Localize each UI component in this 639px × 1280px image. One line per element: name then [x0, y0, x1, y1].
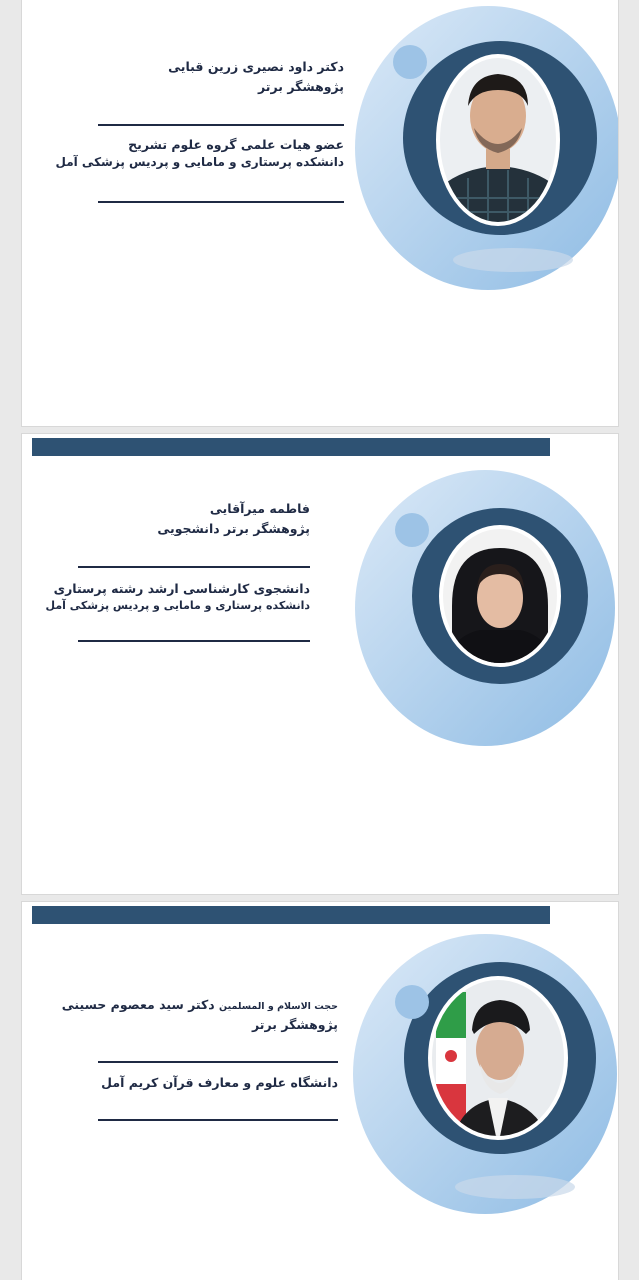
- profile-role: پژوهشگر برتر دانشجویی: [157, 521, 310, 537]
- header-bar: [32, 438, 550, 456]
- profile-name: دکتر سید معصوم حسینی: [61, 997, 215, 1012]
- profile-affiliation-3: [38, 1074, 338, 1092]
- shadow-ellipse: [455, 1175, 575, 1199]
- profile-card-1: [22, 0, 618, 426]
- name-prefix: حجت الاسلام و المسلمین: [219, 1001, 338, 1012]
- profile-name: فاطمه میرآقایی: [209, 501, 310, 516]
- portrait-frame-3: [340, 932, 618, 1232]
- divider-line: [78, 566, 310, 568]
- divider-line: [78, 640, 310, 642]
- affiliation-line-2: دانشکده پرستاری و مامایی و پردیس پزشکی آمل: [55, 155, 344, 170]
- affiliation-line-1: دانشجوی کارشناسی ارشد رشته پرستاری: [53, 581, 310, 596]
- profile-text-1: [44, 58, 344, 96]
- divider-line: [98, 201, 344, 203]
- profile-role: پژوهشگر برتر: [258, 79, 344, 95]
- small-circle-decoration: [393, 45, 427, 79]
- profile-text-2: [50, 500, 310, 538]
- divider-line: [98, 1119, 338, 1121]
- affiliation-line-2: دانشکده پرستاری و مامایی و پردیس پزشکی آمل: [45, 599, 310, 613]
- profile-text-3: [38, 996, 338, 1034]
- profile-card-3: [22, 902, 618, 1280]
- divider-line: [98, 124, 344, 126]
- small-circle-decoration: [395, 985, 429, 1019]
- profile-affiliation-1: [24, 136, 344, 172]
- profile-affiliation-2: [30, 580, 310, 614]
- profile-name: دکتر داود نصیری زرین قبایی: [168, 59, 344, 74]
- affiliation-line-1: عضو هیات علمی گروه علوم تشریح: [128, 137, 344, 152]
- profile-card-2: [22, 434, 618, 894]
- shadow-ellipse: [453, 248, 573, 272]
- affiliation-line-1: دانشگاه علوم و معارف قرآن کریم آمل: [101, 1075, 338, 1090]
- small-circle-decoration: [395, 513, 429, 547]
- profile-name-line: [38, 996, 338, 1014]
- portrait-frame-1: [338, 0, 618, 298]
- divider-line: [98, 1061, 338, 1063]
- portrait-frame-2: [340, 466, 618, 766]
- profile-role: پژوهشگر برتر: [252, 1017, 338, 1033]
- header-bar: [32, 906, 550, 924]
